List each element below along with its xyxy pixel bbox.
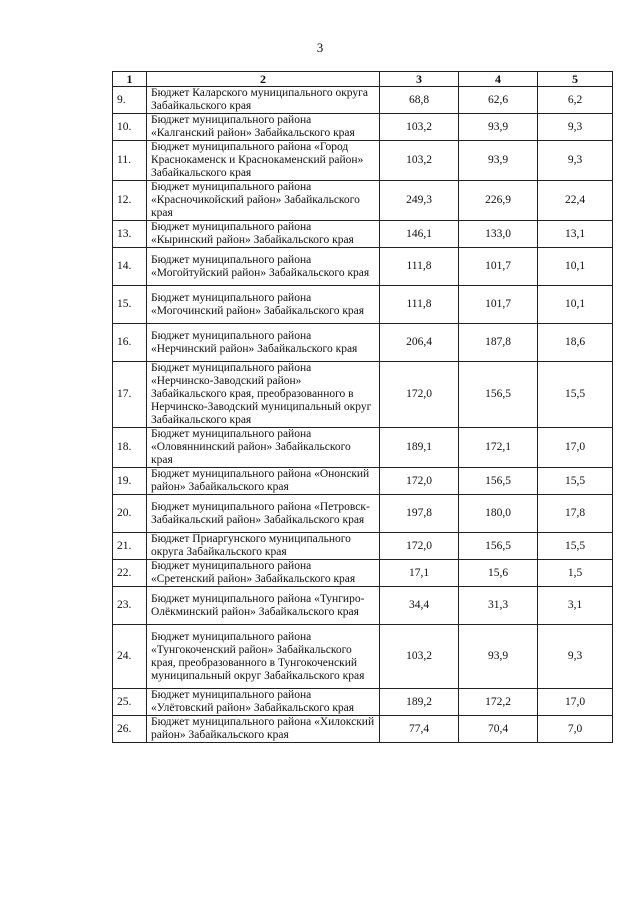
budget-name: Бюджет муниципального района «Город Краснокаменск и Краснокаменский район» Забайкальского края xyxy=(147,141,380,181)
budget-name: Бюджет муниципального района «Тунгокоченский район» Забайкальского края, преобразованного в Тунгокоченский муниципальный округ Забайкальского края xyxy=(147,625,380,689)
value-column-5: 7,0 xyxy=(538,716,613,743)
value-column-3: 34,4 xyxy=(380,587,459,625)
table-row xyxy=(113,495,613,533)
table-row xyxy=(113,625,613,689)
table-row xyxy=(113,533,613,560)
budget-name: Бюджет муниципального района «Тунгиро-Олёкминский район» Забайкальского края xyxy=(147,587,380,625)
value-column-4: 101,7 xyxy=(459,248,538,286)
value-column-5: 10,1 xyxy=(538,248,613,286)
row-number: 13. xyxy=(113,221,147,248)
value-column-5: 15,5 xyxy=(538,533,613,560)
row-number: 20. xyxy=(113,495,147,533)
value-column-3: 146,1 xyxy=(380,221,459,248)
row-number: 14. xyxy=(113,248,147,286)
table-row xyxy=(113,181,613,221)
value-column-3: 172,0 xyxy=(380,533,459,560)
value-column-5: 6,2 xyxy=(538,87,613,114)
value-column-3: 172,0 xyxy=(380,468,459,495)
budget-name: Бюджет муниципального района «Сретенский район» Забайкальского края xyxy=(147,560,380,587)
value-column-3: 68,8 xyxy=(380,87,459,114)
value-column-4: 15,6 xyxy=(459,560,538,587)
value-column-5: 13,1 xyxy=(538,221,613,248)
row-number: 15. xyxy=(113,286,147,324)
table-row xyxy=(113,689,613,716)
row-number: 19. xyxy=(113,468,147,495)
row-number: 12. xyxy=(113,181,147,221)
budget-name: Бюджет муниципального района «Могойтуйский район» Забайкальского края xyxy=(147,248,380,286)
budget-name: Бюджет муниципального района «Могочинский район» Забайкальского края xyxy=(147,286,380,324)
row-number: 17. xyxy=(113,362,147,428)
value-column-4: 156,5 xyxy=(459,468,538,495)
value-column-4: 93,9 xyxy=(459,141,538,181)
value-column-3: 172,0 xyxy=(380,362,459,428)
value-column-5: 10,1 xyxy=(538,286,613,324)
value-column-5: 3,1 xyxy=(538,587,613,625)
value-column-3: 197,8 xyxy=(380,495,459,533)
value-column-3: 206,4 xyxy=(380,324,459,362)
budget-name: Бюджет Каларского муниципального округа Забайкальского края xyxy=(147,87,380,114)
column-header-4: 4 xyxy=(459,72,538,87)
budget-name: Бюджет муниципального района «Оловяннинский район» Забайкальского края xyxy=(147,428,380,468)
value-column-4: 226,9 xyxy=(459,181,538,221)
value-column-4: 70,4 xyxy=(459,716,538,743)
page-number: 3 xyxy=(316,40,324,55)
value-column-3: 77,4 xyxy=(380,716,459,743)
column-header-2: 2 xyxy=(147,72,380,87)
table-row xyxy=(113,716,613,743)
row-number: 21. xyxy=(113,533,147,560)
row-number: 18. xyxy=(113,428,147,468)
table-row xyxy=(113,560,613,587)
table-row xyxy=(113,87,613,114)
budget-name: Бюджет муниципального района «Кыринский район» Забайкальского края xyxy=(147,221,380,248)
row-number: 9. xyxy=(113,87,147,114)
value-column-5: 17,0 xyxy=(538,689,613,716)
value-column-3: 103,2 xyxy=(380,625,459,689)
column-header-3: 3 xyxy=(380,72,459,87)
table-row xyxy=(113,324,613,362)
value-column-5: 9,3 xyxy=(538,625,613,689)
value-column-4: 156,5 xyxy=(459,533,538,560)
budget-name: Бюджет Приаргунского муниципального округа Забайкальского края xyxy=(147,533,380,560)
value-column-3: 103,2 xyxy=(380,141,459,181)
row-number: 22. xyxy=(113,560,147,587)
budget-name: Бюджет муниципального района «Нерчинский район» Забайкальского края xyxy=(147,324,380,362)
table-row xyxy=(113,362,613,428)
value-column-3: 249,3 xyxy=(380,181,459,221)
value-column-3: 189,2 xyxy=(380,689,459,716)
budget-name: Бюджет муниципального района «Калганский район» Забайкальского края xyxy=(147,114,380,141)
value-column-4: 101,7 xyxy=(459,286,538,324)
value-column-5: 15,5 xyxy=(538,362,613,428)
value-column-4: 187,8 xyxy=(459,324,538,362)
value-column-4: 156,5 xyxy=(459,362,538,428)
table-row xyxy=(113,221,613,248)
budget-name: Бюджет муниципального района «Красночикойский район» Забайкальского края xyxy=(147,181,380,221)
value-column-4: 172,1 xyxy=(459,428,538,468)
row-number: 24. xyxy=(113,625,147,689)
value-column-5: 9,3 xyxy=(538,141,613,181)
value-column-5: 15,5 xyxy=(538,468,613,495)
budget-name: Бюджет муниципального района «Ононский район» Забайкальского края xyxy=(147,468,380,495)
value-column-4: 180,0 xyxy=(459,495,538,533)
value-column-5: 1,5 xyxy=(538,560,613,587)
budget-name: Бюджет муниципального района «Петровск-Забайкальский район» Забайкальского края xyxy=(147,495,380,533)
value-column-5: 22,4 xyxy=(538,181,613,221)
budget-name: Бюджет муниципального района «Улётовский район» Забайкальского края xyxy=(147,689,380,716)
value-column-3: 17,1 xyxy=(380,560,459,587)
value-column-3: 111,8 xyxy=(380,286,459,324)
table-row xyxy=(113,141,613,181)
table-row xyxy=(113,248,613,286)
table-body xyxy=(113,87,613,743)
budget-name: Бюджет муниципального района «Хилокский район» Забайкальского края xyxy=(147,716,380,743)
table-row xyxy=(113,286,613,324)
value-column-3: 111,8 xyxy=(380,248,459,286)
value-column-5: 18,6 xyxy=(538,324,613,362)
value-column-3: 189,1 xyxy=(380,428,459,468)
table-row xyxy=(113,114,613,141)
value-column-4: 133,0 xyxy=(459,221,538,248)
table-row xyxy=(113,468,613,495)
table-row xyxy=(113,587,613,625)
value-column-4: 62,6 xyxy=(459,87,538,114)
row-number: 10. xyxy=(113,114,147,141)
table-header-row xyxy=(113,72,613,87)
row-number: 25. xyxy=(113,689,147,716)
column-header-5: 5 xyxy=(538,72,613,87)
row-number: 16. xyxy=(113,324,147,362)
value-column-5: 17,0 xyxy=(538,428,613,468)
column-header-1: 1 xyxy=(113,72,147,87)
table-row xyxy=(113,428,613,468)
budget-name: Бюджет муниципального района «Нерчинско-Заводский район» Забайкальского края, преобразованного в Нерчинско-Заводский муниципальный округ Забайкальского края xyxy=(147,362,380,428)
value-column-4: 172,2 xyxy=(459,689,538,716)
value-column-4: 31,3 xyxy=(459,587,538,625)
row-number: 11. xyxy=(113,141,147,181)
value-column-3: 103,2 xyxy=(380,114,459,141)
value-column-5: 9,3 xyxy=(538,114,613,141)
budget-table xyxy=(112,71,613,743)
value-column-4: 93,9 xyxy=(459,114,538,141)
row-number: 26. xyxy=(113,716,147,743)
row-number: 23. xyxy=(113,587,147,625)
value-column-4: 93,9 xyxy=(459,625,538,689)
value-column-5: 17,8 xyxy=(538,495,613,533)
